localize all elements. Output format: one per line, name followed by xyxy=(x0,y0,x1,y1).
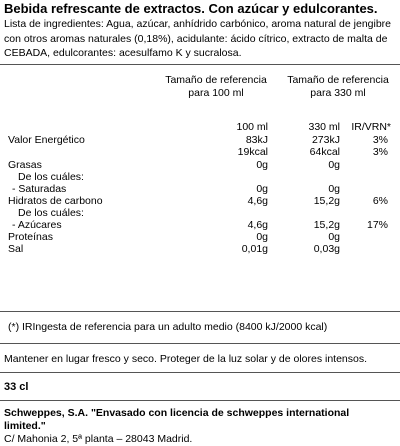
volume: 33 cl xyxy=(4,381,29,393)
product-title: Bebida refrescante de extractos. Con azúcar y edulcorantes. xyxy=(4,1,378,16)
col-header-330ml-line2: para 330 ml xyxy=(310,87,366,99)
company-line-2: limited." xyxy=(4,420,46,432)
row-value-100: 0g xyxy=(256,231,268,243)
row-label: De los cuáles: xyxy=(18,207,84,219)
divider xyxy=(0,343,400,344)
energy-kj-100: 83kJ xyxy=(245,134,268,146)
row-value-100: 0g xyxy=(256,183,268,195)
energy-kcal-330: 64kcal xyxy=(309,146,340,158)
energy-kcal-100: 19kcal xyxy=(237,146,268,158)
col-header-100ml-line2: para 100 ml xyxy=(188,87,244,99)
unit-ir: IR/VRN* xyxy=(351,121,391,133)
col-header-330ml xyxy=(278,74,398,100)
row-value-330: 15,2g xyxy=(313,219,340,231)
unit-100ml: 100 ml xyxy=(236,121,268,133)
energy-ir-kj: 3% xyxy=(372,134,388,146)
divider xyxy=(0,64,400,65)
unit-330ml: 330 ml xyxy=(308,121,340,133)
row-label: De los cuáles: xyxy=(18,171,84,183)
row-value-330: 0g xyxy=(328,159,340,171)
col-header-100ml xyxy=(156,74,276,100)
row-label: Sal xyxy=(8,243,24,255)
row-value-100: 0,01g xyxy=(241,243,268,255)
energy-ir-kcal: 3% xyxy=(372,146,388,158)
row-value-100: 0g xyxy=(256,159,268,171)
row-value-330: 0,03g xyxy=(313,243,340,255)
row-label: Hidratos de carbono xyxy=(8,195,103,207)
row-value-330: 15,2g xyxy=(313,195,340,207)
row-value-ir: 6% xyxy=(372,195,388,207)
divider xyxy=(0,372,400,373)
storage-instructions: Mantener en lugar fresco y seco. Proteger de la luz solar y de olores intensos. xyxy=(4,353,368,365)
col-header-100ml-line1: Tamaño de referencia xyxy=(165,74,267,86)
col-header-330ml-line1: Tamaño de referencia xyxy=(287,74,389,86)
row-value-330: 0g xyxy=(328,183,340,195)
company-address: C/ Mahonia 2, 5ª planta – 28043 Madrid. xyxy=(4,433,193,445)
row-value-ir: 17% xyxy=(366,219,388,231)
row-label: Proteínas xyxy=(8,231,53,243)
divider xyxy=(0,400,400,401)
row-value-100: 4,6g xyxy=(247,219,268,231)
company-line-1: Schweppes, S.A. "Envasado con licencia de schweppes international xyxy=(4,407,350,419)
divider xyxy=(0,311,400,312)
footnote: (*) IRIngesta de referencia para un adulto medio (8400 kJ/2000 kcal) xyxy=(8,321,328,333)
row-value-100: 4,6g xyxy=(247,195,268,207)
row-label: Grasas xyxy=(8,159,42,171)
row-label: - Saturadas xyxy=(12,183,67,195)
ingredients-list: Lista de ingredientes: Agua, azúcar, anhídrido carbónico, aroma natural de jengibre con otros aromas naturales (0,18%), acidulante: ácido cítrico, extracto de malta de CEBADA, edulcorantes: acesulfamo K y sucralosa. xyxy=(4,18,392,59)
row-value-330: 0g xyxy=(328,231,340,243)
energy-label: Valor Energético xyxy=(8,134,85,146)
energy-kj-330: 273kJ xyxy=(311,134,340,146)
row-label: - Azúcares xyxy=(12,219,62,231)
